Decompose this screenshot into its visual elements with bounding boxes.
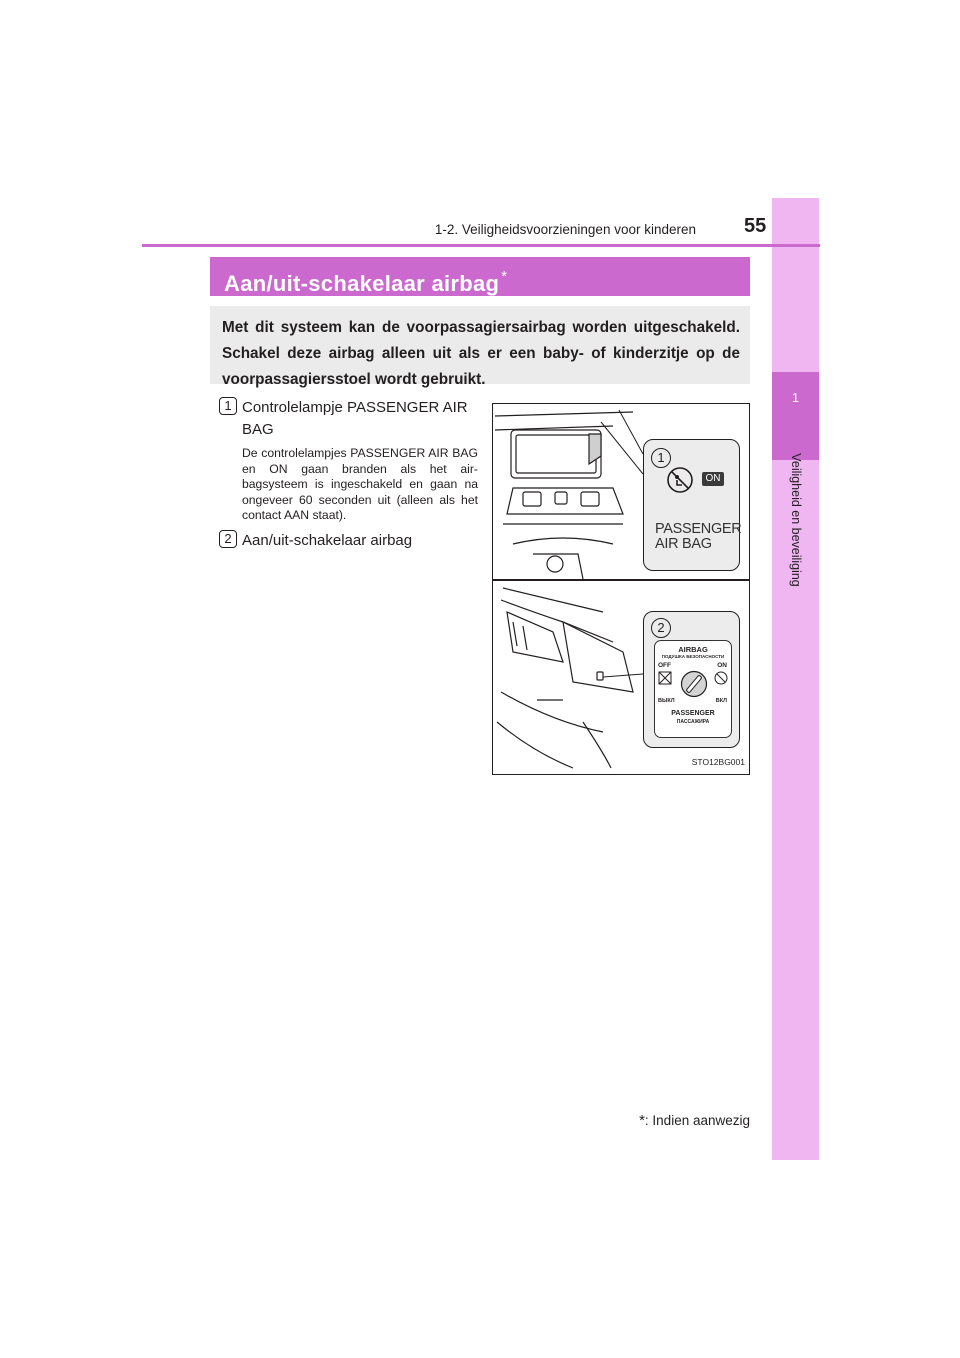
chapter-number: 1 (791, 390, 800, 405)
item-marker-1: 1 (219, 397, 237, 415)
key-switch-icon (680, 670, 708, 698)
airbag-icon (714, 671, 728, 685)
running-head: 1-2. Veiligheidsvoorzieningen voor kinderen (434, 222, 696, 237)
switch-on-label: ON (717, 662, 727, 669)
callout-number-2: 2 (651, 618, 671, 638)
switch-callout (643, 611, 740, 748)
header-rule (142, 244, 820, 247)
chapter-number-tab (772, 372, 819, 460)
dashboard-illustration (492, 403, 750, 775)
callout-number-1: 1 (651, 448, 671, 468)
item-title-2: Aan/uit-schakelaar airbag (242, 532, 413, 549)
indicator-callout (643, 439, 740, 571)
chapter-title: Veiligheid en beveiliging (789, 453, 803, 587)
switch-on-label-ru: ВКЛ (715, 698, 727, 704)
footnote-text: : Indien aanwezig (644, 1113, 750, 1128)
intro-text: Met dit systeem kan de voorpassagiersairbag worden uitgeschakeld. Schakel deze airbag alleen uit als er een baby- of kinderzitje op de voorpassagiersstoel wordt gebruikt. (222, 319, 740, 388)
airbag-off-icon (666, 466, 694, 494)
switch-off-label-ru: ВЫКЛ (658, 698, 675, 704)
switch-title: AIRBAG (678, 645, 708, 654)
page-number: 55 (744, 215, 767, 237)
switch-passenger-label: PASSENGER (671, 710, 715, 717)
on-badge: ON (702, 472, 724, 486)
footnote (639, 1112, 750, 1129)
chapter-side-tab (772, 198, 819, 1160)
switch-title-ru: ПОДУШКА БЕЗОПАСНОСТИ (661, 654, 725, 659)
section-title-text: Aan/uit-schakelaar airbag (224, 271, 500, 296)
item-description-1: De controlelampjes PASSENGER AIR BAG en ON gaan branden als het air-bagsysteem is ingeschakeld en gaan na ongeveer 60 seconden uit (alleen als het contact AAN staat). (242, 446, 478, 522)
child-seat-icon (658, 671, 672, 685)
switch-off-label: OFF (658, 662, 671, 669)
item-marker-2: 2 (219, 530, 237, 548)
optional-equipment-mark: * (501, 268, 508, 285)
figure-code: STO12BG001 (691, 757, 745, 767)
intro-box (210, 306, 750, 388)
item-title-1: Controlelampje PASSENGER AIR BAG (242, 399, 468, 438)
section-title (210, 257, 750, 296)
passenger-airbag-label (655, 522, 741, 552)
footnote-mark: * (639, 1112, 645, 1129)
passenger-airbag-label-line1: PASSENGER (655, 521, 742, 537)
passenger-airbag-label-line2: AIR BAG (655, 536, 712, 552)
airbag-switch-panel (654, 640, 732, 738)
switch-passenger-label-ru: ПАССАЖИРА (676, 719, 710, 725)
figure-divider (493, 579, 749, 581)
